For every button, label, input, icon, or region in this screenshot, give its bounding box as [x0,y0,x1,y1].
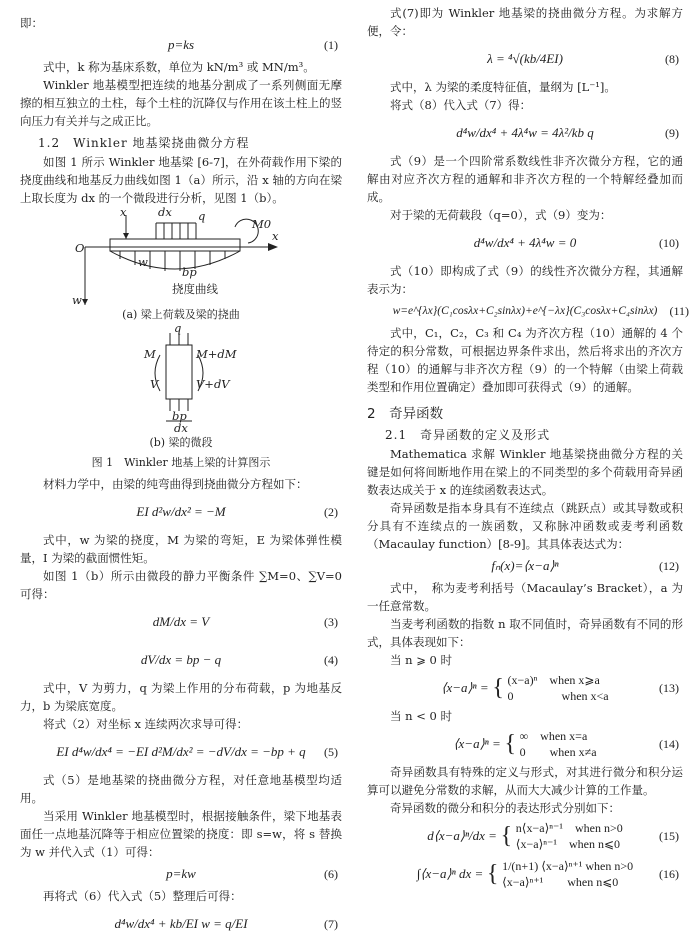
label-M-dM: M+dM [196,347,237,361]
paragraph: 当麦考利函数的指数 n 取不同值时，奇异函数有不同的形式，具体表现如下： [367,617,683,649]
paragraph: 如图 1（b）所示由微段的静力平衡条件 ∑M=0、∑V=0 可得： [20,569,342,601]
paragraph: 式中，C₁，C₂，C₃ 和 C₄ 为齐次方程（10）通解的 4 个待定的积分常数，可根据边界条件求出，然后将求出的齐次方程（10）的通解与非齐次方程（9）的一个特解（由梁上荷载类型和作用位置确定）叠加即可获得式（9）的通解。 [367,326,683,394]
label-x: x [120,205,127,219]
paragraph: 将式（8）代入式（7）得： [390,98,532,112]
paragraph: 奇异函数的微分和积分的表达形式分别如下： [390,801,620,815]
paragraph: 对于梁的无荷载段（q=0），式（9）变为： [390,208,612,222]
section-heading-1-2: 1.2 Winkler 地基梁挠曲微分方程 [38,136,250,150]
label-M: M [144,347,156,361]
equation-2: EI d²w/dx² = −M (2) [136,504,338,519]
label-dx: dx [174,421,188,435]
label-bp: bp [172,409,187,423]
section-heading-2-1: 2.1 奇异函数的定义及形式 [385,428,551,442]
equation-3: dM/dx = V (3) [152,614,338,629]
equation-4: dV/dx = bp − q (4) [140,652,338,667]
equation-15: d⟨x−a⟩ⁿ/dx = { n⟨x−a⟩ⁿ⁻¹ when n>0 ⟨x−a⟩ⁿ⁻¹ when n⩽0 (15) [427,821,679,851]
figure-1-caption: 图 1 Winkler 地基上梁的计算图示 [91,456,271,469]
right-column [367,0,689,893]
equation-6: p=kw (6) [166,866,338,881]
left-column [20,0,342,943]
equation-16: ∫⟨x−a⟩ⁿ dx = { 1/(n+1) ⟨x−a⟩ⁿ⁺¹ when n>0 ⟨x−a⟩ⁿ⁺¹ when n⩽0 (16) [416,859,679,889]
paragraph: 材料力学中，由梁的纯弯曲得到挠曲微分方程如下： [43,477,308,491]
paragraph: 式中，k 称为基床系数，单位为 kN/m³ 或 MN/m³。 [43,60,315,74]
label-deflection-curve: 挠度曲线 [172,282,218,296]
paragraph: 奇异函数具有特殊的定义与形式，对其进行微分和积分运算可以避免分常数的求解，从而大大减少计算的工作量。 [367,765,683,797]
paragraph: 式(7)即为 Winkler 地基梁的挠曲微分方程。为求解方便，令： [367,6,683,38]
equation-12: fₙ(x)=⟨x−a⟩ⁿ (12) [491,558,679,573]
paragraph: 再将式（6）代入式（5）整理后可得： [43,889,242,903]
label-V-dV: V+dV [196,377,230,391]
label-V: V [150,377,159,391]
label-q: q [174,321,182,335]
text-line: 当 n ⩾ 0 时 [390,653,452,667]
label-q: q [198,209,206,223]
figure-1b [20,323,342,435]
equation-1: p=ks (1) [167,37,338,52]
equation-14: ⟨x−a⟩ⁿ = { ∞ when x=a 0 when x≠a (14) [453,729,679,759]
label-bp: bp [182,265,197,279]
paragraph: 奇异函数是指本身具有不连续点（跳跃点）或其导数或积分具有不连续点的一族函数，又称脉冲函数或麦考利函数（Macaulay function）[8-9]。其具体表达式为： [367,501,683,551]
equation-13: ⟨x−a⟩ⁿ = { (x−a)ⁿ when x⩾a 0 when x<a (13) [441,673,679,703]
paragraph: 式（5）是地基梁的挠曲微分方程，对任意地基模型均适用。 [20,773,342,805]
label-M0: M0 [252,217,272,231]
equation-9: d⁴w/dx⁴ + 4λ⁴w = 4λ²/kb q (9) [456,125,679,140]
paragraph: 式中，V 为剪力，q 为梁上作用的分布荷载，p 为地基反力，b 为梁底宽度。 [20,681,342,713]
label-w-axis: w [72,293,82,307]
paragraph: 当采用 Winkler 地基模型时，根据接触条件，梁下地基表面任一点地基沉降等于相应位置梁的挠度：即 s=w，将 s 替换为 w 并代入式（1）可得： [20,809,342,859]
section-heading-2: 2 奇异函数 [367,406,444,422]
paragraph: 将式（2）对坐标 x 连续两次求导可得： [43,717,249,731]
figure-1b-caption: (b) 梁的微段 [149,436,213,449]
equation-7: d⁴w/dx⁴ + kb/EI w = q/EI (7) [114,916,338,931]
equation-11: w=e^{λx}(C₁cosλx+C₂sinλx)+e^{−λx}(C₃cosλx+C₄sinλx) (11) [392,304,689,318]
equation-10: d⁴w/dx⁴ + 4λ⁴w = 0 (10) [473,235,679,250]
paragraph: 如图 1 所示 Winkler 地基梁 [6-7]，在外荷载作用下梁的挠度曲线和地基反力曲线如图 1（a）所示，沿 x 轴的方向在梁上取长度为 dx 的一个微段进行分析，见图 1（b）。 [20,155,342,205]
text-line: 即： [20,16,43,30]
paragraph: 式（9）是一个四阶常系数线性非齐次微分方程，它的通解由对应齐次方程的通解和非齐次方程的一个特解经叠加而成。 [367,154,683,204]
paragraph: 式（10）即构成了式（9）的线性齐次微分方程，其通解表示为： [367,264,683,296]
label-origin: O [75,241,85,255]
paragraph: Mathematica 求解 Winkler 地基梁挠曲微分方程的关键是如何将间断地作用在梁上的不同类型的多个荷载用奇异函数表达成关于 x 的连续函数表达式。 [367,447,683,497]
equation-5: EI d⁴w/dx⁴ = −EI d²M/dx² = −dV/dx = −bp + q (5) [56,744,338,759]
equation-8: λ = ⁴√(kb/4EI) (8) [487,51,679,66]
paragraph: 式中， 称为麦考利括号（Macaulay’s Bracket），a 为一任意常数。 [367,581,683,613]
paragraph: 式中，w 为梁的挠度，M 为梁的弯矩，E 为梁体弹性模量，I 为梁的截面惯性矩。 [20,533,342,565]
text-line: 当 n < 0 时 [390,709,452,723]
figure-1a-caption: (a) 梁上荷载及梁的挠曲 [122,308,240,321]
paragraph: 式中，λ 为梁的柔度特征值，量纲为 [L⁻¹]。 [390,80,616,94]
label-x-axis: x [272,229,279,243]
label-w-inner: w [138,255,148,269]
paragraph: Winkler 地基模型把连续的地基分割成了一系列侧面无摩擦的相互独立的土柱，每个土柱的沉降仅与作用在该土柱上的竖向压力有关并与之成正比。 [20,78,342,128]
label-dx: dx [158,205,172,219]
figure-1a [20,207,342,323]
